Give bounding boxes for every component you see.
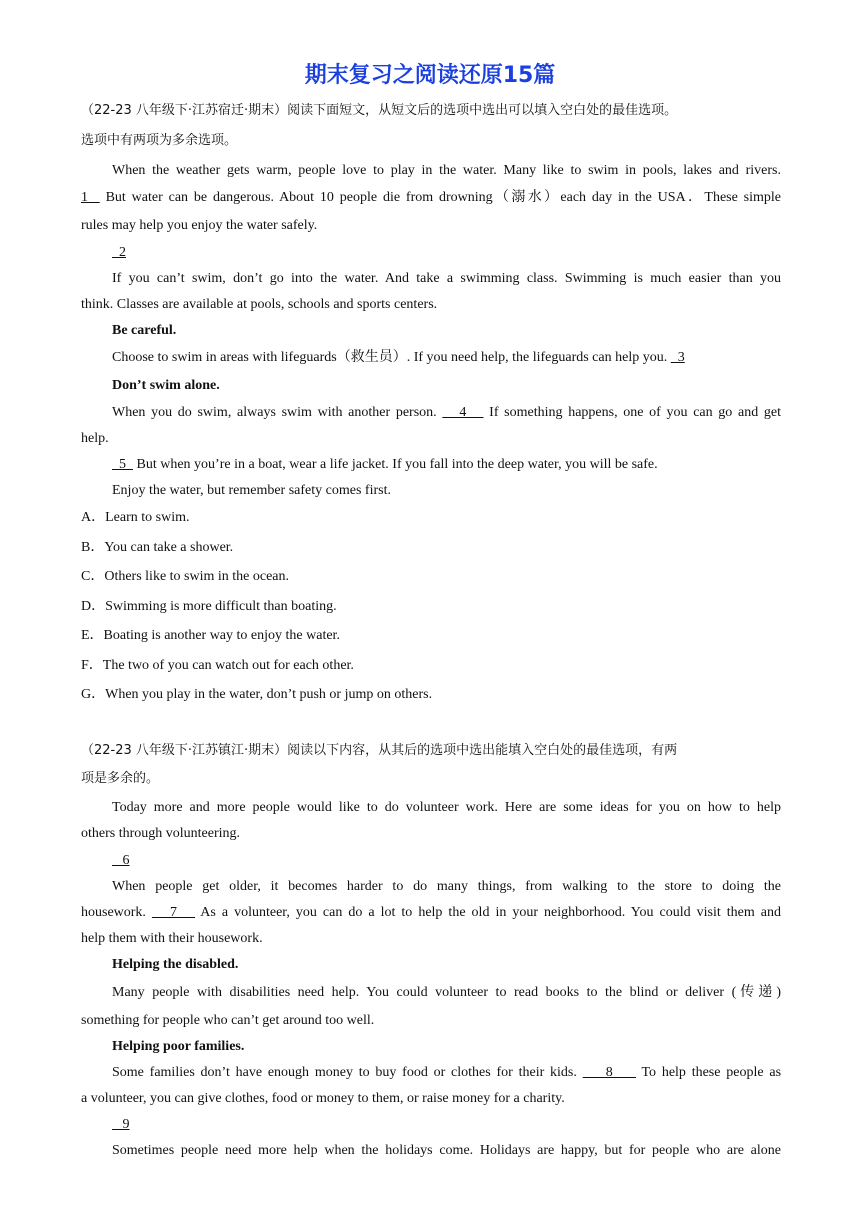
blank-1: 1 [81,190,100,205]
page-title: 期末复习之阅读还原15篇 [304,63,556,88]
s1-paragraph4-line1: When you do swim, always swim with another person. 4 If something happens, one of you can go and get [112,405,781,420]
s1-paragraph1-line1: When the weather gets warm, people love to play in the water. Many like to swim in pools, lakes and rivers. [112,163,781,178]
s1-paragraph5: 5 But when you’re in a boat, wear a life jacket. If you fall into the deep water, you will be safe. [112,457,658,472]
blank-7: 7 [151,905,196,920]
heading-be-careful: Be careful. [112,323,177,338]
s2-paragraph2-line3: help them with their housework. [81,931,263,946]
s2-paragraph1-line1: Today more and more people would like to do volunteer work. Here are some ideas for you on how to help [112,800,781,815]
s1-paragraph2-line2: think. Classes are available at pools, schools and sports centers. [81,297,438,312]
s1-paragraph1-line3: rules may help you enjoy the water safely. [81,218,318,233]
section1-intro-line2: 选项中有两项为多余选项。 [81,133,238,148]
blank-8: 8 [582,1065,636,1080]
s2-paragraph3-line2: something for people who can’t get around too well. [81,1013,375,1028]
s2-paragraph2-line1: When people get older, it becomes harder to do many things, from walking to the store to doing the [112,879,781,894]
s1-paragraph3: Choose to swim in areas with lifeguards（救生员）. If you need help, the lifeguards can help you. 3 [112,350,685,365]
s1-paragraph1-line2: 1 But water can be dangerous. About 10 people die from drowning（溺水）each day in the USA．These simple [81,190,782,205]
section2-intro-line1: （22-23 八年级下·江苏镇江·期末）阅读以下内容，从其后的选项中选出能填入空白处的最佳选项，有两 [81,743,678,758]
option-b: B．You can take a shower. [81,540,234,555]
s2-paragraph2-line2: housework. 7 As a volunteer, you can do a lot to help the old in your neighborhood. You could visit them and [81,905,781,920]
section1-intro-line1: （22-23 八年级下·江苏宿迁·期末）阅读下面短文，从短文后的选项中选出可以填入空白处的最佳选项。 [81,103,678,118]
s2-paragraph5-line1: Sometimes people need more help when the holidays come. Holidays are happy, but for people who are alone [112,1143,781,1158]
section2-intro-line2: 项是多余的。 [81,771,160,786]
s2-paragraph4-line1: Some families don’t have enough money to buy food or clothes for their kids. 8 To help these people as [112,1065,782,1080]
option-a: A．Learn to swim. [81,510,190,525]
option-e: E．Boating is another way to enjoy the water. [81,628,340,643]
option-f: F．The two of you can watch out for each other. [81,658,354,673]
blank-2: 2 [112,245,126,260]
blank-9: 9 [112,1117,130,1132]
s1-paragraph6: Enjoy the water, but remember safety comes first. [112,483,391,498]
s2-paragraph3-line1: Many people with disabilities need help. You could volunteer to read books to the blind or deliver (传递) [112,985,781,1000]
blank-5: 5 [112,457,133,472]
option-d: D．Swimming is more difficult than boating. [81,599,337,614]
heading-dont-swim-alone: Don’t swim alone. [112,378,220,393]
heading-helping-disabled: Helping the disabled. [112,957,239,972]
s2-paragraph1-line2: others through volunteering. [81,826,241,841]
option-g: G．When you play in the water, don’t push or jump on others. [81,687,433,702]
option-c: C．Others like to swim in the ocean. [81,569,290,584]
heading-helping-poor-families: Helping poor families. [112,1039,245,1054]
blank-6: 6 [112,853,130,868]
s1-paragraph4-line2: help. [81,431,109,446]
s1-paragraph2-line1: If you can’t swim, don’t go into the water. And take a swimming class. Swimming is much easier than you [112,271,781,286]
blank-3: 3 [670,350,685,365]
blank-4: 4 [442,405,484,420]
s2-paragraph4-line2: a volunteer, you can give clothes, food or money to them, or raise money for a charity. [81,1091,565,1106]
